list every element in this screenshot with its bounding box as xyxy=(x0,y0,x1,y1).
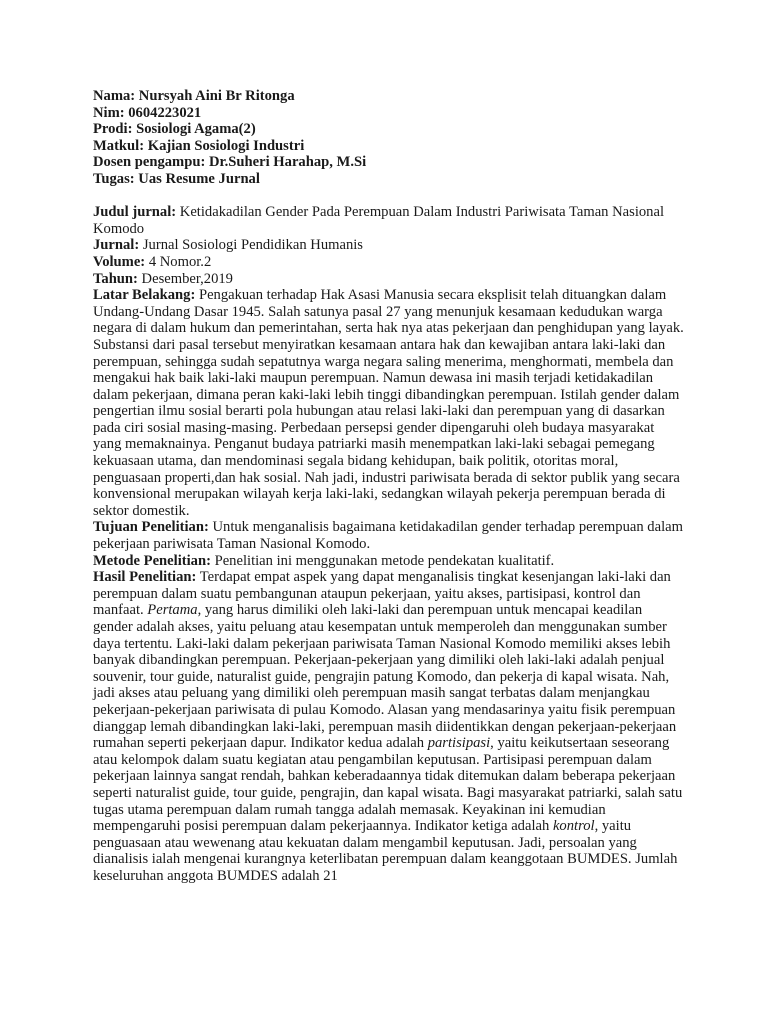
result-text-part-3: , yaitu keikutsertaan seseorang atau kelompok dalam suatu kegiatan atau pengambilan keputusan. Partisipasi perempuan dalam pekerjaan lainnya sangat rendah, bahkan keberadaannya tidak ditemukan dalam beberapa pekerjaan seperti naturalist guide, tour guide, pengrajin, dan kapal wisata. Bagi masyarakat patriarki, salah satu tugas utama perempuan dalam rumah tangga adalah memasak. Keyakinan ini kemudian mempengaruhi posisi perempuan dalam pekerjaannya. Indikator ketiga adalah xyxy=(93,735,683,835)
lecturer-name: Dosen pengampu: Dr.Suheri Harahap, M.Si xyxy=(93,154,367,171)
volume-value: 4 Nomor.2 xyxy=(145,253,212,270)
research-objective-label: Tujuan Penelitian: xyxy=(93,519,209,536)
volume-label: Volume: xyxy=(93,253,146,270)
year-field xyxy=(93,271,685,288)
research-method-label: Metode Penelitian: xyxy=(93,552,211,569)
background-field xyxy=(93,287,685,519)
document-page xyxy=(93,88,685,885)
assignment-title: Tugas: Uas Resume Jurnal xyxy=(93,170,260,187)
result-text-part-2: , yang harus dimiliki oleh laki-laki dan perempuan untuk mencapai keadilan gender adalah akses, yaitu peluang atau kesempatan untuk memperoleh dan menggunakan sumber daya tertentu. Laki-laki dalam pekerjaan pariwisata Taman Nasional Komodo memiliki akses lebih banyak dibandingkan perempuan. Pekerjaan-pekerjaan yang dimiliki oleh laki-laki adalah penjual souvenir, tour guide, naturalist guide, pengrajin patung Komodo, dan pekerja di kapal wisata. Nah, jadi akses atau peluang yang dimiliki oleh perempuan masih sangat terbatas dalam menjangkau pekerjaan-pekerjaan pariwisata di pulau Komodo. Alasan yang mendasarinya yaitu fisik perempuan dianggap lemah dibandingkan laki-laki, perempuan masih diidentikkan dengan pekerjaan-pekerjaan rumahan seperti pekerjaan dapur. Indikator kedua adalah xyxy=(93,602,677,752)
research-method-field xyxy=(93,553,685,570)
result-emphasis-kontrol: kontrol xyxy=(552,818,595,835)
journal-name-field xyxy=(93,237,685,254)
result-text-part-1: Terdapat empat aspek yang dapat menganalisis tingkat kesenjangan laki-laki dan perempuan dalam suatu pembangunan ataupun pekerjaan, yaitu akses, partisipasi, kontrol dan manfaat. xyxy=(93,569,671,619)
journal-title-value: Ketidakadilan Gender Pada Perempuan Dalam Industri Pariwisata Taman Nasional Komodo xyxy=(93,204,664,237)
year-label: Tahun: xyxy=(93,270,138,287)
journal-name-value: Jurnal Sosiologi Pendidikan Humanis xyxy=(139,237,363,254)
study-program: Prodi: Sosiologi Agama(2) xyxy=(93,121,256,138)
journal-name-label: Jurnal: xyxy=(93,237,140,254)
blank-line xyxy=(93,188,685,205)
journal-title-field xyxy=(93,204,685,237)
journal-title-label: Judul jurnal: xyxy=(93,204,177,221)
background-text: Pengakuan terhadap Hak Asasi Manusia secara eksplisit telah dituangkan dalam Undang-Undang Dasar 1945. Salah satunya pasal 27 yang menunjuk kesamaan kedudukan warga negara di dalam hukum dan pemerintahan, serta hak nya atas pekerjaan dan penghidupan yang layak. Substansi dari pasal tersebut menyiratkan kesamaan antara hak dan kewajiban antara laki-laki dan perempuan, sehingga sudah sepatutnya warga negara saling menerima, menghormati, membela dan mengakui hak baik laki-laki maupun perempuan. Namun dewasa ini masih terjadi ketidakadilan dalam pekerjaan, dimana peran kaki-laki lebih tinggi dibandingkan perempuan. Istilah gender dalam pengertian ilmu sosial berarti pola hubungan atau relasi laki-laki dan perempuan yang di dasarkan pada ciri sosial masing-masing. Perbedaan persepsi gender dipengaruhi oleh budaya masyarakat yang memaknainya. Penganut budaya patriarki masih menempatkan laki-laki sebagai pemegang kekuasaan utama, dan mendominasi segala bidang kehidupan, baik politik, otoritas moral, penguasaan properti,dan hak sosial. Nah jadi, industri pariwisata berada di sektor publik yang secara konvensional merupakan wilayah kerja laki-laki, sedangkan wilayah pekerja perempuan berada di sektor domestik. xyxy=(93,287,684,519)
research-objective-field xyxy=(93,519,685,552)
journal-info-block xyxy=(93,204,685,884)
student-nim: Nim: 0604223021 xyxy=(93,104,202,121)
background-label: Latar Belakang: xyxy=(93,287,196,304)
volume-field xyxy=(93,254,685,271)
research-result-field xyxy=(93,569,685,884)
research-method-text: Penelitian ini menggunakan metode pendekatan kualitatif. xyxy=(210,552,555,569)
research-result-label: Hasil Penelitian: xyxy=(93,569,197,586)
research-objective-text: Untuk menganalisis bagaimana ketidakadilan gender terhadap perempuan dalam pekerjaan pariwisata Taman Nasional Komodo. xyxy=(93,519,683,553)
result-emphasis-pertama: Pertama xyxy=(147,602,198,619)
result-text-part-4: , yaitu penguasaan atau wewenang atau kekuatan dalam mengambil keputusan. Jadi, persoalan yang dianalisis ialah mengenai kurangnya keterlibatan perempuan dalam keanggotaan BUMDES. Jumlah keseluruhan anggota BUMDES adalah 21 xyxy=(93,818,678,884)
student-info-block xyxy=(93,88,685,188)
result-emphasis-partisipasi: partisipasi xyxy=(427,735,491,752)
course-name: Matkul: Kajian Sosiologi Industri xyxy=(93,137,305,154)
student-name: Nama: Nursyah Aini Br Ritonga xyxy=(93,88,295,104)
research-result-text xyxy=(93,569,682,884)
year-value: Desember,2019 xyxy=(137,270,233,287)
